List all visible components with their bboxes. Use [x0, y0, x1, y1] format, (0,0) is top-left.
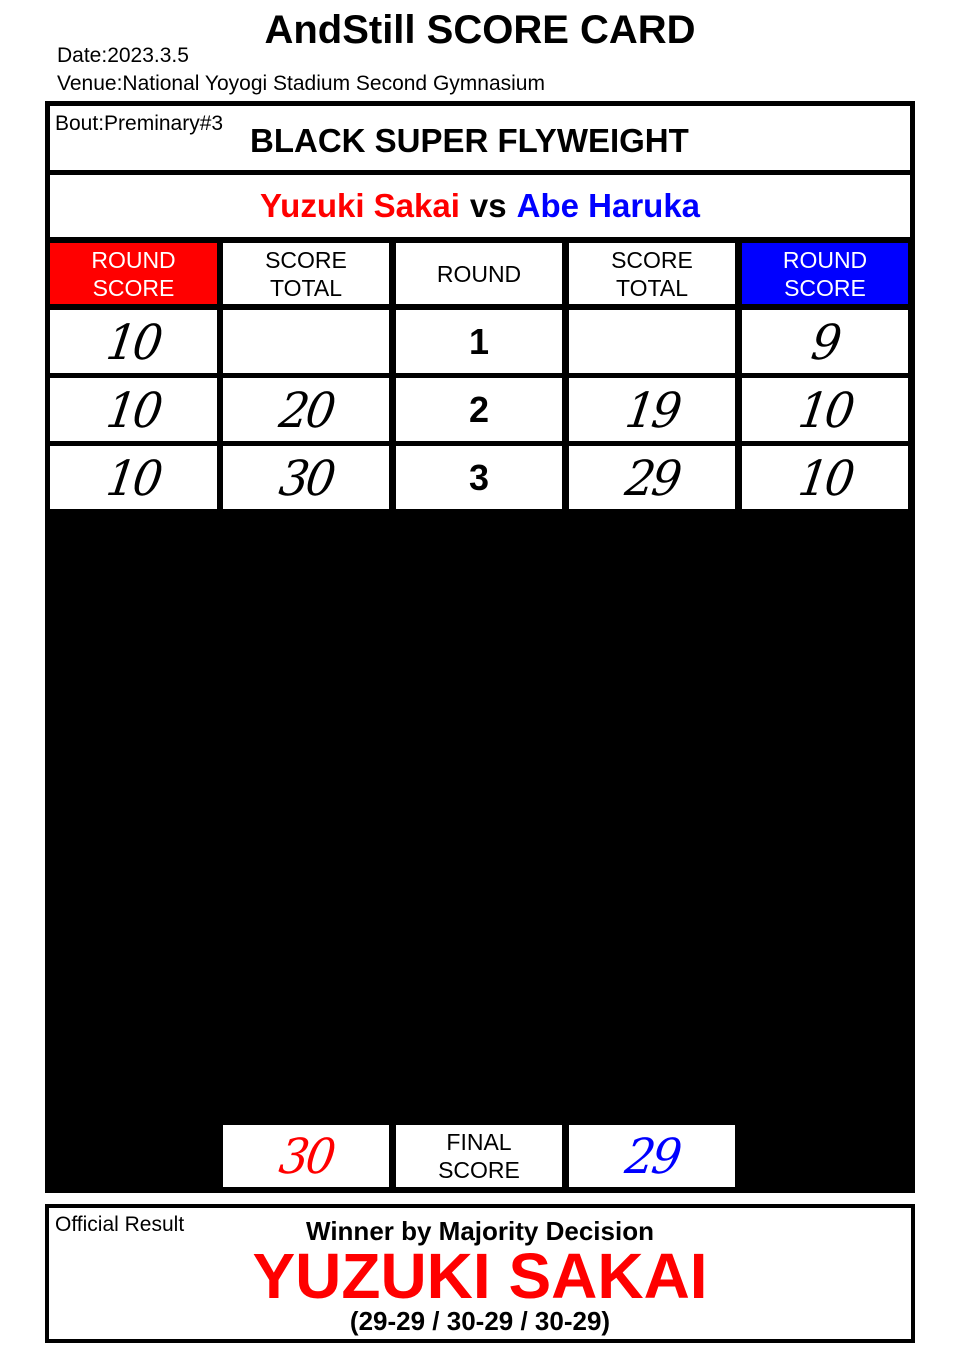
row3-red-score-total: 30 — [223, 446, 389, 509]
row1-round-number: 1 — [396, 310, 562, 373]
official-result-box — [45, 1204, 915, 1343]
judge-scores: (29-29 / 30-29 / 30-29) — [349, 1306, 611, 1336]
row3-blue-score-total: 29 — [569, 446, 735, 509]
division-title: BLACK SUPER FLYWEIGHT — [250, 122, 689, 159]
row2-blue-score-total: 19 — [569, 378, 735, 441]
bout-box — [50, 106, 910, 170]
score-board — [45, 101, 915, 1193]
fighters-box — [50, 175, 910, 237]
winner-name: YUZUKI SAKAI — [252, 1240, 708, 1312]
row3-red-round-score: 10 — [50, 446, 217, 509]
blue-round-score-header: ROUND SCORE — [742, 243, 908, 304]
row1-red-score-total — [223, 310, 389, 373]
row1-red-round-score: 10 — [50, 310, 217, 373]
red-round-score-header: ROUND SCORE — [50, 243, 217, 304]
bout-label: Bout:Preminary#3 — [55, 112, 224, 135]
row3-round-number: 3 — [396, 446, 562, 509]
official-result-label: Official Result — [55, 1213, 185, 1236]
venue-label: Venue:National Yoyogi Stadium Second Gymnasium — [57, 72, 545, 95]
row2-red-score-total: 20 — [223, 378, 389, 441]
vs-label: vs — [469, 187, 507, 224]
row1-blue-score-total — [569, 310, 735, 373]
row2-red-round-score: 10 — [50, 378, 217, 441]
row2-round-number: 2 — [396, 378, 562, 441]
blue-fighter-name: Abe Haruka — [516, 187, 701, 224]
final-red-score: 30 — [223, 1125, 389, 1187]
decision-text: Winner by Majority Decision — [306, 1216, 654, 1246]
date-label: Date:2023.3.5 — [57, 44, 189, 67]
row3-blue-round-score: 10 — [742, 446, 908, 509]
row1-blue-round-score: 9 — [742, 310, 908, 373]
card-title: AndStill SCORE CARD — [264, 8, 696, 52]
row2-blue-round-score: 10 — [742, 378, 908, 441]
blue-score-total-header: SCORE TOTAL — [569, 243, 735, 304]
round-header: ROUND — [396, 243, 562, 304]
final-score-label: FINAL SCORE — [396, 1125, 562, 1187]
red-fighter-name: Yuzuki Sakai — [259, 187, 460, 224]
final-blue-score: 29 — [569, 1125, 735, 1187]
red-score-total-header: SCORE TOTAL — [223, 243, 389, 304]
